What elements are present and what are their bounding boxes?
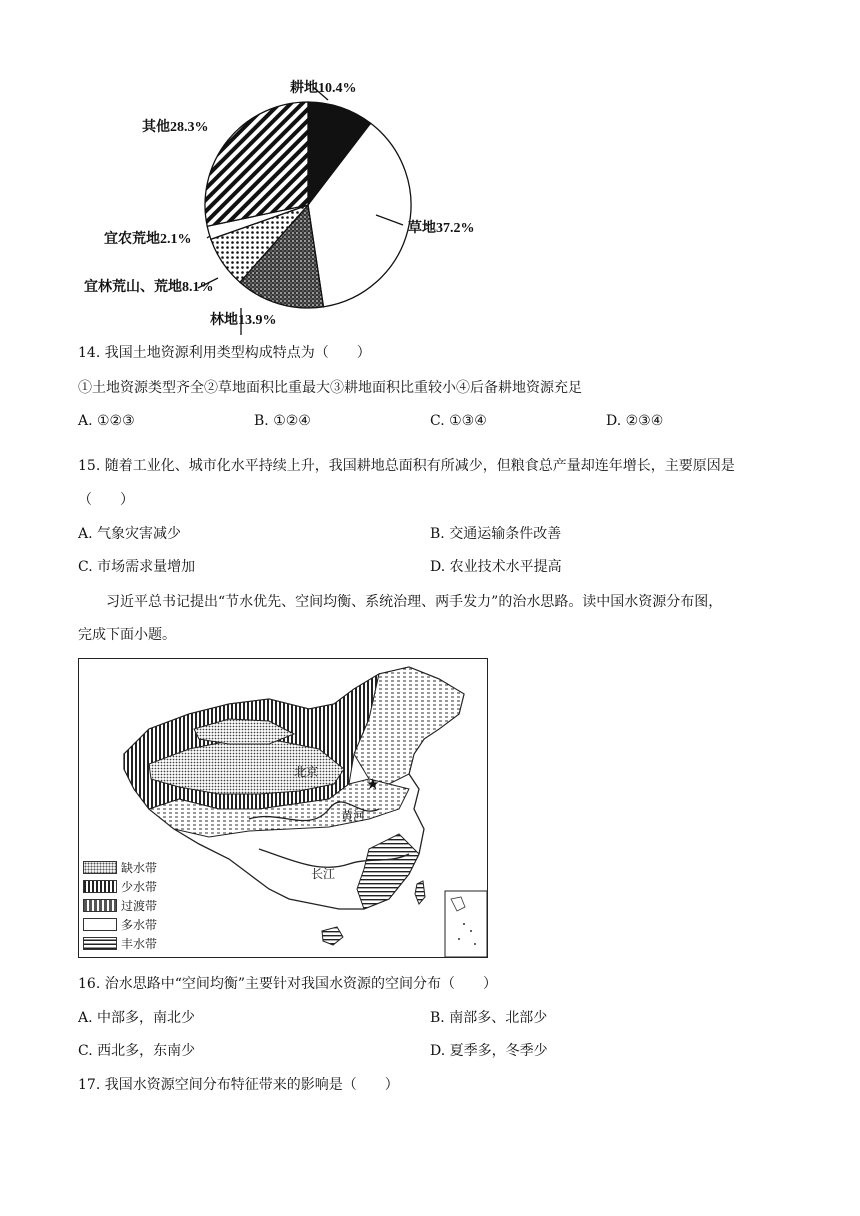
legend-row-que [83,859,157,875]
legend-label-guo: 过渡带 [121,898,158,913]
q16-option-a: A. 中部多，南北少 [78,1010,196,1026]
water-resource-map [78,658,488,958]
q15-option-a: A. 气象灾害减少 [78,526,182,542]
legend-swatch-feng [83,937,117,950]
pie-slice-qita [205,102,308,226]
legend-label-shao: 少水带 [121,879,158,894]
intro-line1: 习近平总书记提出“节水优先、空间均衡、系统治理、两手发力”的治水思路。读中国水资源分布图， [106,594,723,610]
q14-option-a: A. ①②③ [78,413,135,429]
q14-option-b: B. ①②④ [254,413,311,429]
legend-label-que: 缺水带 [121,860,158,875]
legend-swatch-guo [83,899,117,912]
q15-stem: 15. 随着工业化、城市化水平持续上升，我国耕地总面积有所减少，但粮食总产量却连年增长，主要原因是 [78,458,735,474]
map-label-changjiang: 长江 [311,867,336,881]
legend-swatch-duo [83,918,117,931]
legend-label-feng: 丰水带 [121,936,158,951]
q15-stem-cont: （ ） [78,492,134,508]
q14-statements: ①土地资源类型齐全②草地面积比重最大③耕地面积比重较小④后备耕地资源充足 [78,380,582,396]
q14-option-d: D. ②③④ [606,413,664,429]
legend-row-guo [83,897,157,913]
q15-option-c: C. 市场需求量增加 [78,559,196,575]
q16-option-c: C. 西北多，东南少 [78,1043,196,1059]
q14-option-c: C. ①③④ [430,413,487,429]
q16-stem: 16. 治水思路中“空间均衡”主要针对我国水资源的空间分布（ ） [78,976,498,992]
legend-swatch-shao [83,880,117,893]
pie-label-yilin: 宜林荒山、荒地8.1% [84,280,214,295]
q16-option-d: D. 夏季多，冬季少 [430,1043,548,1059]
pie-label-qita: 其他28.3% [142,120,209,135]
legend-row-shao [83,878,157,894]
map-label-huanghe: 黄河 [341,809,366,823]
legend-swatch-que [83,861,117,874]
pie-label-yinong: 宜农荒地2.1% [104,232,192,247]
legend-row-feng [83,935,157,951]
q14-stem: 14. 我国土地资源利用类型构成特点为（ ） [78,345,371,361]
beijing-star-icon: ★ [366,775,380,793]
map-label-beijing: 北京 [294,765,319,779]
pie-label-lindi: 林地13.9% [210,313,277,328]
legend-label-duo: 多水带 [121,917,158,932]
pie-label-gengdi: 耕地10.4% [290,81,357,96]
pie-label-caodi: 草地37.2% [408,221,475,236]
q15-option-b: B. 交通运输条件改善 [430,526,562,542]
q17-stem: 17. 我国水资源空间分布特征带来的影响是（ ） [78,1077,399,1093]
land-use-pie-chart [60,60,520,340]
q15-option-d: D. 农业技术水平提高 [430,559,562,575]
legend-row-duo [83,916,157,932]
intro-line2: 完成下面小题。 [78,627,176,643]
q16-option-b: B. 南部多、北部少 [430,1010,548,1026]
